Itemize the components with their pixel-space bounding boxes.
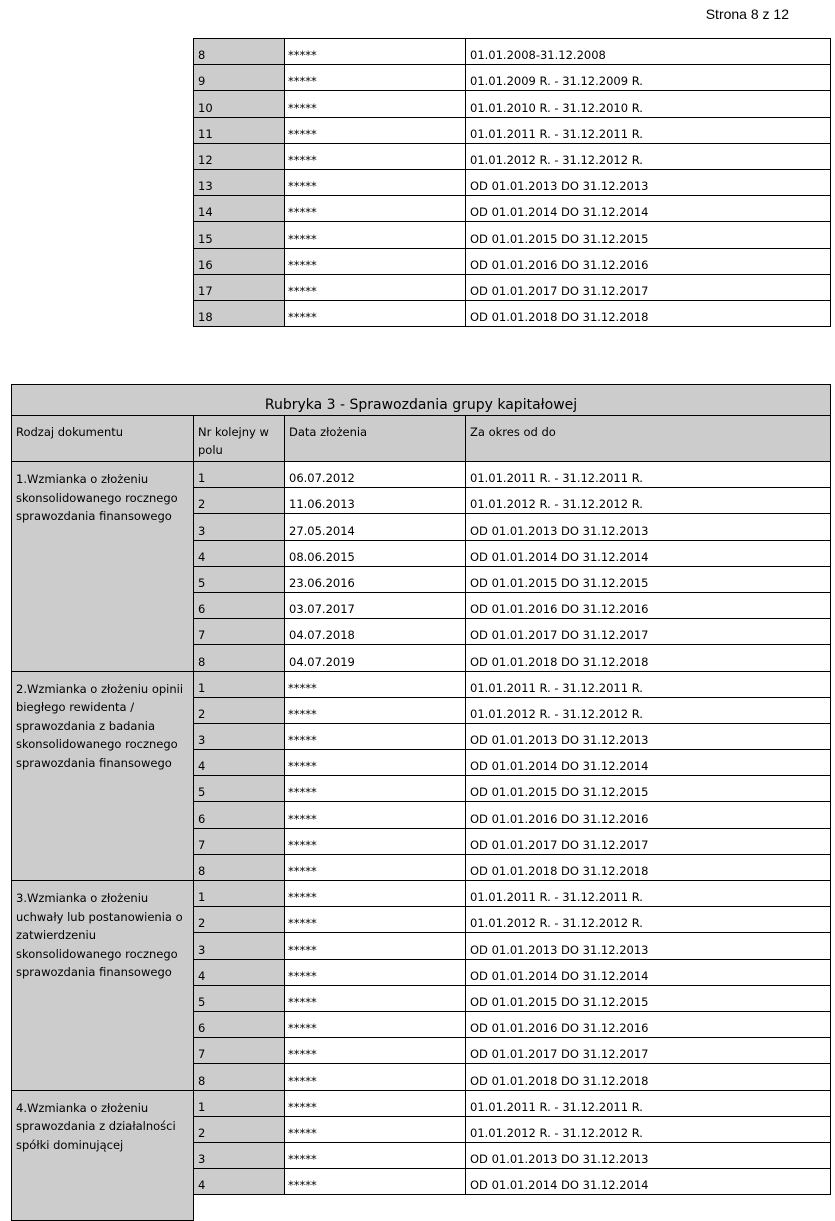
row-period: OD 01.01.2018 DO 31.12.2018 [466, 854, 831, 880]
header-date: Data złożenia [285, 416, 466, 462]
row-number: 18 [194, 300, 285, 326]
row-period: 01.01.2011 R. - 31.12.2011 R. [466, 881, 831, 907]
row-number: 6 [194, 802, 285, 828]
row-number: 5 [194, 566, 285, 592]
rubryka-3-table [11, 384, 831, 1221]
row-number: 3 [194, 514, 285, 540]
header-row [12, 416, 831, 462]
row-date: ***** [285, 91, 466, 117]
table-row [194, 117, 831, 143]
row-number: 8 [194, 645, 285, 671]
row-number: 8 [194, 1064, 285, 1090]
row-period: OD 01.01.2013 DO 31.12.2013 [466, 933, 831, 959]
row-number: 1 [194, 462, 285, 488]
row-number: 7 [194, 828, 285, 854]
row-date: 23.06.2016 [285, 566, 466, 592]
row-number: 12 [194, 143, 285, 169]
row-number: 2 [194, 697, 285, 723]
row-number: 8 [194, 39, 285, 65]
row-date: 04.07.2018 [285, 619, 466, 645]
document-type-cell: 4.Wzmianka o złożeniu sprawozdania z działalności spółki dominującej [12, 1090, 194, 1221]
row-date: ***** [285, 802, 466, 828]
row-period: OD 01.01.2014 DO 31.12.2014 [466, 540, 831, 566]
row-date: ***** [285, 933, 466, 959]
spacer-cell [194, 1195, 831, 1221]
row-date: 06.07.2012 [285, 462, 466, 488]
row-period: 01.01.2008-31.12.2008 [466, 39, 831, 65]
row-date: ***** [285, 907, 466, 933]
row-number: 7 [194, 619, 285, 645]
row-period: OD 01.01.2015 DO 31.12.2015 [466, 566, 831, 592]
row-period: OD 01.01.2017 DO 31.12.2017 [466, 1038, 831, 1064]
row-period: OD 01.01.2016 DO 31.12.2016 [466, 802, 831, 828]
document-type-cell: 3.Wzmianka o złożeniu uchwały lub postanowienia o zatwierdzeniu skonsolidowanego rocznego sprawozdania finansowego [12, 881, 194, 1091]
document-type-cell: 1.Wzmianka o złożeniu skonsolidowanego rocznego sprawozdania finansowego [12, 462, 194, 672]
row-date: ***** [285, 169, 466, 195]
row-date: ***** [285, 1064, 466, 1090]
row-date: ***** [285, 1011, 466, 1037]
row-number: 4 [194, 959, 285, 985]
row-number: 3 [194, 933, 285, 959]
row-period: OD 01.01.2016 DO 31.12.2016 [466, 1011, 831, 1037]
row-number: 16 [194, 248, 285, 274]
row-date: ***** [285, 750, 466, 776]
row-period: 01.01.2012 R. - 31.12.2012 R. [466, 143, 831, 169]
row-period: OD 01.01.2013 DO 31.12.2013 [466, 169, 831, 195]
document-type-cell: 2.Wzmianka o złożeniu opinii biegłego rewidenta / sprawozdania z badania skonsolidowanego rocznego sprawozdania finansowego [12, 671, 194, 881]
table-row [12, 462, 831, 488]
row-period: 01.01.2011 R. - 31.12.2011 R. [466, 1090, 831, 1116]
page-number: Strona 8 z 12 [705, 6, 789, 22]
section-title: Rubryka 3 - Sprawozdania grupy kapitałowej [12, 385, 831, 416]
row-number: 1 [194, 1090, 285, 1116]
row-number: 3 [194, 1142, 285, 1168]
row-number: 1 [194, 881, 285, 907]
table-row [12, 1090, 831, 1116]
row-period: OD 01.01.2018 DO 31.12.2018 [466, 645, 831, 671]
row-period: 01.01.2012 R. - 31.12.2012 R. [466, 1116, 831, 1142]
row-number: 7 [194, 1038, 285, 1064]
row-number: 9 [194, 65, 285, 91]
row-date: 04.07.2019 [285, 645, 466, 671]
row-number: 5 [194, 985, 285, 1011]
row-date: 11.06.2013 [285, 488, 466, 514]
header-doc-type: Rodzaj dokumentu [12, 416, 194, 462]
row-number: 2 [194, 907, 285, 933]
row-number: 14 [194, 196, 285, 222]
row-period: OD 01.01.2015 DO 31.12.2015 [466, 985, 831, 1011]
row-period: OD 01.01.2015 DO 31.12.2015 [466, 776, 831, 802]
row-date: ***** [285, 117, 466, 143]
row-number: 4 [194, 1169, 285, 1195]
table-row [194, 274, 831, 300]
row-date: 27.05.2014 [285, 514, 466, 540]
row-date: ***** [285, 697, 466, 723]
table-row [194, 300, 831, 326]
row-number: 2 [194, 488, 285, 514]
row-period: 01.01.2009 R. - 31.12.2009 R. [466, 65, 831, 91]
table-row [194, 248, 831, 274]
row-number: 1 [194, 671, 285, 697]
row-period: OD 01.01.2017 DO 31.12.2017 [466, 274, 831, 300]
row-period: 01.01.2012 R. - 31.12.2012 R. [466, 697, 831, 723]
row-date: ***** [285, 959, 466, 985]
row-date: ***** [285, 196, 466, 222]
table-row [12, 881, 831, 907]
row-date: ***** [285, 881, 466, 907]
row-date: ***** [285, 300, 466, 326]
row-period: OD 01.01.2017 DO 31.12.2017 [466, 828, 831, 854]
row-number: 8 [194, 854, 285, 880]
row-number: 13 [194, 169, 285, 195]
row-period: OD 01.01.2016 DO 31.12.2016 [466, 248, 831, 274]
row-date: ***** [285, 1038, 466, 1064]
row-period: 01.01.2011 R. - 31.12.2011 R. [466, 462, 831, 488]
row-number: 17 [194, 274, 285, 300]
row-date: ***** [285, 854, 466, 880]
table-row [194, 222, 831, 248]
row-date: ***** [285, 222, 466, 248]
row-period: OD 01.01.2018 DO 31.12.2018 [466, 300, 831, 326]
row-date: ***** [285, 671, 466, 697]
row-number: 4 [194, 540, 285, 566]
row-period: OD 01.01.2013 DO 31.12.2013 [466, 514, 831, 540]
rubryka-3-table-body [12, 385, 831, 1221]
row-period: 01.01.2012 R. - 31.12.2012 R. [466, 907, 831, 933]
row-period: OD 01.01.2014 DO 31.12.2014 [466, 1169, 831, 1195]
row-number: 15 [194, 222, 285, 248]
row-period: OD 01.01.2016 DO 31.12.2016 [466, 592, 831, 618]
row-date: ***** [285, 65, 466, 91]
header-nr: Nr kolejny w polu [194, 416, 285, 462]
row-number: 3 [194, 723, 285, 749]
row-date: 03.07.2017 [285, 592, 466, 618]
table-row [194, 39, 831, 65]
row-number: 6 [194, 592, 285, 618]
row-number: 10 [194, 91, 285, 117]
row-period: OD 01.01.2017 DO 31.12.2017 [466, 619, 831, 645]
row-date: ***** [285, 1116, 466, 1142]
row-number: 6 [194, 1011, 285, 1037]
row-period: OD 01.01.2014 DO 31.12.2014 [466, 750, 831, 776]
table-row [194, 196, 831, 222]
row-date: ***** [285, 1142, 466, 1168]
row-date: ***** [285, 1090, 466, 1116]
row-period: OD 01.01.2014 DO 31.12.2014 [466, 959, 831, 985]
row-date: ***** [285, 248, 466, 274]
row-date: 08.06.2015 [285, 540, 466, 566]
section-title-row [12, 385, 831, 416]
row-date: ***** [285, 39, 466, 65]
table-row [194, 65, 831, 91]
header-period: Za okres od do [466, 416, 831, 462]
row-period: 01.01.2011 R. - 31.12.2011 R. [466, 671, 831, 697]
row-number: 4 [194, 750, 285, 776]
row-period: 01.01.2012 R. - 31.12.2012 R. [466, 488, 831, 514]
row-period: OD 01.01.2013 DO 31.12.2013 [466, 1142, 831, 1168]
table-row [194, 91, 831, 117]
continuation-table [193, 38, 831, 327]
table-row [194, 169, 831, 195]
row-date: ***** [285, 143, 466, 169]
row-date: ***** [285, 1169, 466, 1195]
row-number: 11 [194, 117, 285, 143]
table-row [12, 671, 831, 697]
row-date: ***** [285, 828, 466, 854]
row-date: ***** [285, 723, 466, 749]
row-number: 2 [194, 1116, 285, 1142]
row-number: 5 [194, 776, 285, 802]
row-period: 01.01.2011 R. - 31.12.2011 R. [466, 117, 831, 143]
continuation-table-body [194, 39, 831, 327]
row-period: OD 01.01.2013 DO 31.12.2013 [466, 723, 831, 749]
row-date: ***** [285, 776, 466, 802]
row-period: OD 01.01.2018 DO 31.12.2018 [466, 1064, 831, 1090]
row-period: OD 01.01.2015 DO 31.12.2015 [466, 222, 831, 248]
row-date: ***** [285, 274, 466, 300]
row-period: OD 01.01.2014 DO 31.12.2014 [466, 196, 831, 222]
row-date: ***** [285, 985, 466, 1011]
row-period: 01.01.2010 R. - 31.12.2010 R. [466, 91, 831, 117]
table-row [194, 143, 831, 169]
